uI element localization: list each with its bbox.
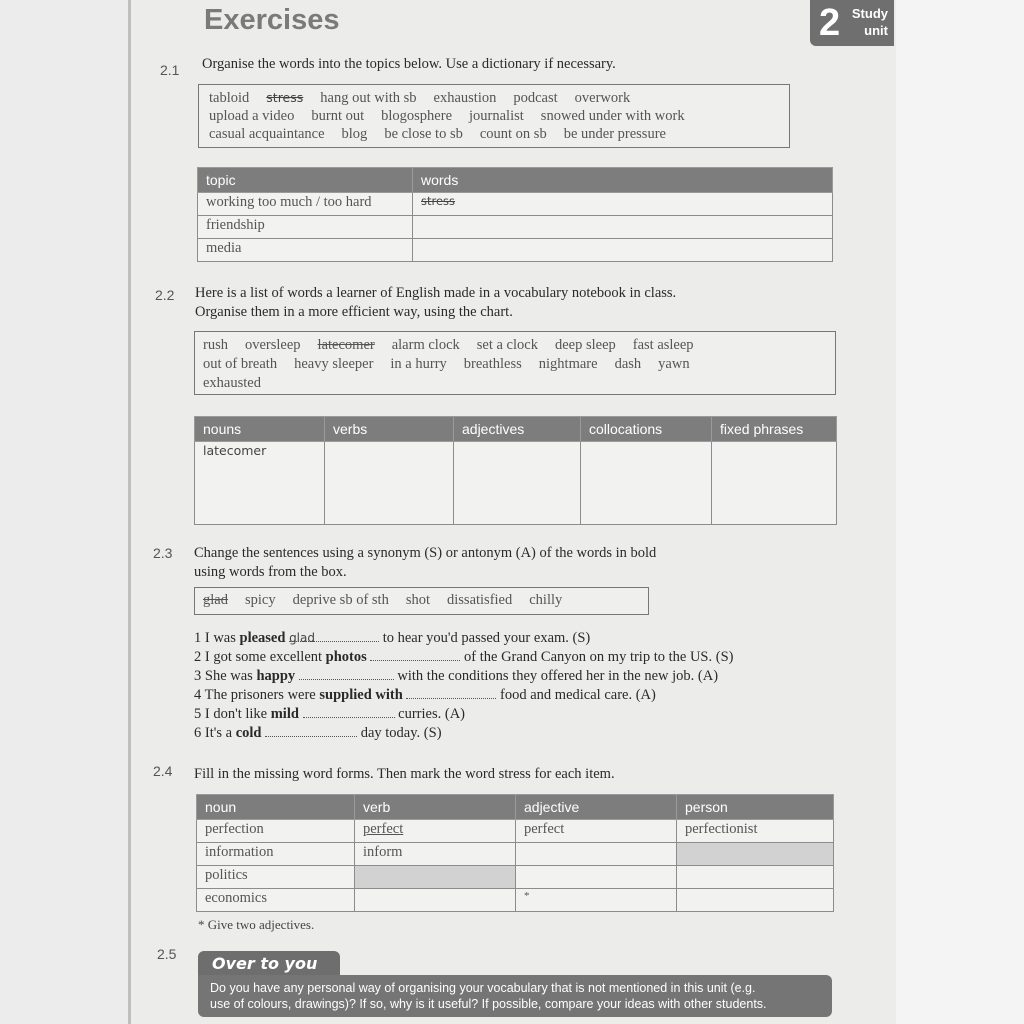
list-item: 6 It's a cold day today. (S) bbox=[194, 725, 442, 741]
word-forms-table bbox=[196, 794, 834, 912]
vocabulary-chart bbox=[194, 416, 837, 525]
table-row: politics bbox=[197, 866, 834, 889]
topic-table bbox=[197, 167, 833, 262]
exercise-instruction: Fill in the missing word forms. Then mark the word stress for each item. bbox=[194, 766, 615, 782]
table-row: friendship bbox=[198, 216, 833, 239]
table-header-row: nouns verbs adjectives collocations fixed phrases bbox=[195, 417, 837, 442]
exercise-number: 2.3 bbox=[153, 545, 173, 561]
word-box: glad spicy deprive sb of sth shot dissatisfied chilly bbox=[194, 587, 649, 615]
table-row: economics * bbox=[197, 889, 834, 912]
exercise-instruction: Change the sentences using a synonym (S) or antonym (A) of the words in bold using words from the box. bbox=[194, 545, 657, 580]
table-header-row: topic words bbox=[198, 168, 833, 193]
unit-number: 2 bbox=[819, 2, 841, 44]
table-row: information inform bbox=[197, 843, 834, 866]
table-row: working too much / too hard stress bbox=[198, 193, 833, 216]
table-row: latecomer bbox=[195, 442, 837, 525]
exercise-number: 2.1 bbox=[160, 62, 180, 78]
footnote: * Give two adjectives. bbox=[198, 917, 315, 932]
list-item: 1 I was pleased glad to hear you'd passed your exam. (S) bbox=[194, 630, 591, 646]
list-item: 5 I don't like mild curries. (A) bbox=[194, 706, 466, 722]
table-row: perfection perfect perfect perfectionist bbox=[197, 820, 834, 843]
list-item: 4 The prisoners were supplied with food and medical care. (A) bbox=[194, 687, 656, 703]
table-header-row: noun verb adjective person bbox=[197, 795, 834, 820]
exercise-number: 2.4 bbox=[153, 763, 173, 779]
exercise-instruction: Here is a list of words a learner of English made in a vocabulary notebook in class. Organise them in a more efficient way, using the chart. bbox=[195, 285, 677, 320]
list-item: 2 I got some excellent photos of the Grand Canyon on my trip to the US. (S) bbox=[194, 649, 734, 665]
left-page-edge bbox=[0, 0, 130, 1024]
exercise-instruction: Organise the words into the topics below. Use a dictionary if necessary. bbox=[202, 56, 616, 72]
over-to-you-box: Do you have any personal way of organising your vocabulary that is not mentioned in this unit (e.g. use of colours, drawings)? If so, why is it useful? If possible, compare your ideas with other students. bbox=[198, 975, 832, 1017]
sentence-list bbox=[194, 629, 733, 743]
page-title: Exercises bbox=[204, 4, 340, 36]
exercise-number: 2.2 bbox=[155, 287, 175, 303]
exercise-number: 2.5 bbox=[157, 946, 177, 962]
right-background bbox=[896, 0, 1024, 1024]
word-box: tabloid stress hang out with sb exhaustion podcast overwork upload a video burnt out blogosphere journalist snowed under with work casual acquaintance blog be close to sb count on sb be under pressure bbox=[198, 84, 790, 148]
unit-tab bbox=[810, 0, 894, 46]
unit-label: Study unit bbox=[851, 6, 888, 38]
over-to-you-heading: Over to you bbox=[198, 951, 340, 977]
list-item: 3 She was happy with the conditions they offered her in the new job. (A) bbox=[194, 668, 719, 684]
table-row: media bbox=[198, 239, 833, 262]
word-box: rush oversleep latecomer alarm clock set a clock deep sleep fast asleep out of breath heavy sleeper in a hurry breathless nightmare dash yawn exhausted bbox=[194, 331, 836, 395]
